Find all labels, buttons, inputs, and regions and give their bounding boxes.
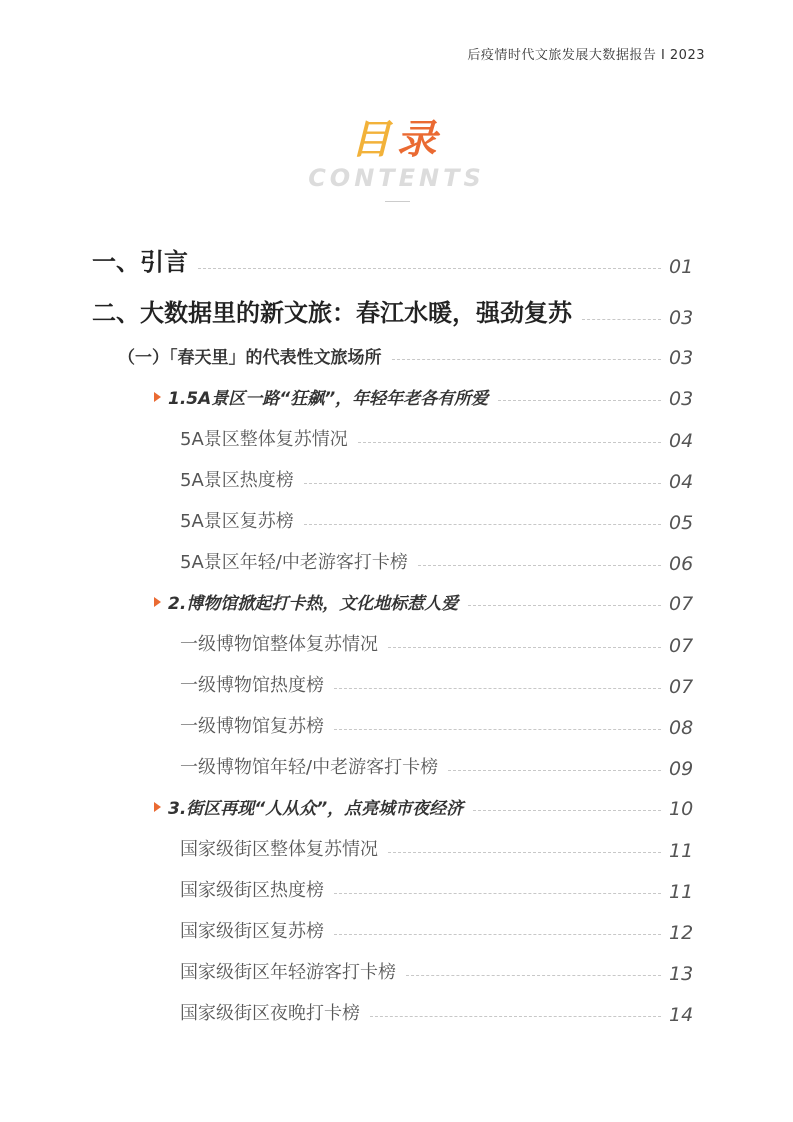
- toc-leader: [473, 810, 661, 811]
- toc-page-number: 03: [669, 307, 694, 329]
- toc-entry-item[interactable]: [180, 999, 695, 1025]
- page-title: [0, 108, 793, 165]
- toc-page-number: 05: [669, 512, 694, 534]
- toc-page-number: 04: [669, 471, 694, 493]
- toc-leader: [370, 1016, 661, 1017]
- arrow-right-icon: [154, 802, 161, 812]
- toc-page-number: 06: [669, 553, 694, 575]
- report-header: 后疫情时代文旅发展大数据报告 I 2023: [467, 48, 705, 63]
- toc-page-number: 07: [669, 593, 694, 615]
- title-divider: [385, 201, 410, 202]
- toc-entry-item[interactable]: [180, 507, 695, 533]
- toc-leader: [418, 565, 661, 566]
- toc-page-number: 14: [669, 1004, 694, 1026]
- toc-entry-item[interactable]: [180, 425, 695, 451]
- toc-label: 2.博物馆掀起打卡热，文化地标惹人爱: [168, 594, 459, 614]
- toc-leader: [582, 319, 661, 320]
- toc-page-number: 11: [669, 881, 694, 903]
- toc-page-number: 07: [669, 635, 694, 657]
- toc-entry-item[interactable]: [180, 466, 695, 492]
- toc-entry-item[interactable]: [180, 917, 695, 943]
- toc-leader: [334, 893, 661, 894]
- toc-entry-item[interactable]: [180, 712, 695, 738]
- toc-label: 5A景区复苏榜: [180, 511, 294, 532]
- toc-label: 1.5A景区一路“狂飙”，年轻年老各有所爱: [168, 389, 489, 409]
- title-char-2: 录: [396, 117, 443, 163]
- toc-page-number: 11: [669, 840, 694, 862]
- title-char-1: 目: [350, 117, 397, 163]
- toc-label: 国家级街区整体复苏情况: [180, 839, 378, 860]
- toc-entry-item[interactable]: [180, 835, 695, 861]
- arrow-right-icon: [154, 392, 161, 402]
- toc-page-number: 03: [669, 388, 694, 410]
- toc-leader: [334, 688, 661, 689]
- toc-leader: [304, 524, 661, 525]
- toc-leader: [334, 729, 661, 730]
- toc-entry-section-1[interactable]: [118, 343, 695, 368]
- toc-leader: [406, 975, 661, 976]
- toc-entry-subsection-3[interactable]: [154, 794, 695, 819]
- toc-label: 国家级街区夜晚打卡榜: [180, 1003, 360, 1024]
- toc-page-number: 08: [669, 717, 694, 739]
- toc-label: 一级博物馆整体复苏情况: [180, 634, 378, 655]
- toc-entry-item[interactable]: [180, 753, 695, 779]
- toc-entry-introduction[interactable]: [92, 242, 695, 277]
- toc-entry-chapter-2[interactable]: [92, 293, 695, 328]
- toc-page-number: 09: [669, 758, 694, 780]
- toc-entry-item[interactable]: [180, 876, 695, 902]
- toc-label: （一）「春天里」的代表性文旅场所: [118, 348, 382, 368]
- toc-label: 国家级街区热度榜: [180, 880, 324, 901]
- toc-leader: [498, 400, 661, 401]
- toc-page-number: 12: [669, 922, 694, 944]
- toc-entry-item[interactable]: [180, 630, 695, 656]
- toc-label: 一、引言: [92, 248, 188, 276]
- toc-leader: [358, 442, 661, 443]
- toc-label: 5A景区热度榜: [180, 470, 294, 491]
- toc-label: 国家级街区复苏榜: [180, 921, 324, 942]
- toc-label: 5A景区年轻/中老游客打卡榜: [180, 552, 408, 573]
- toc-page-number: 10: [669, 798, 694, 820]
- toc-entry-item[interactable]: [180, 548, 695, 574]
- toc-entry-item[interactable]: [180, 671, 695, 697]
- arrow-right-icon: [154, 597, 161, 607]
- toc-leader: [388, 852, 661, 853]
- toc-label: 3.街区再现“人从众”，点亮城市夜经济: [168, 799, 464, 819]
- toc-leader: [198, 268, 661, 269]
- toc-entry-subsection-2[interactable]: [154, 589, 695, 614]
- toc-leader: [448, 770, 661, 771]
- toc-leader: [392, 359, 662, 360]
- toc-label: 国家级街区年轻游客打卡榜: [180, 962, 396, 983]
- toc-page-number: 04: [669, 430, 694, 452]
- toc-label: 二、大数据里的新文旅：春江水暖，强劲复苏: [92, 299, 572, 327]
- toc-page-number: 01: [669, 256, 694, 278]
- page-subtitle: CONTENTS: [308, 164, 485, 192]
- toc-page-number: 03: [669, 347, 694, 369]
- toc-leader: [468, 605, 661, 606]
- toc-leader: [388, 647, 661, 648]
- toc-label: 5A景区整体复苏情况: [180, 429, 348, 450]
- toc-leader: [334, 934, 661, 935]
- toc-leader: [304, 483, 661, 484]
- toc-entry-subsection-1[interactable]: [154, 384, 695, 409]
- toc-page-number: 13: [669, 963, 694, 985]
- toc-page-number: 07: [669, 676, 694, 698]
- toc-entry-item[interactable]: [180, 958, 695, 984]
- toc-label: 一级博物馆年轻/中老游客打卡榜: [180, 757, 439, 778]
- toc-label: 一级博物馆热度榜: [180, 675, 324, 696]
- toc-label: 一级博物馆复苏榜: [180, 716, 324, 737]
